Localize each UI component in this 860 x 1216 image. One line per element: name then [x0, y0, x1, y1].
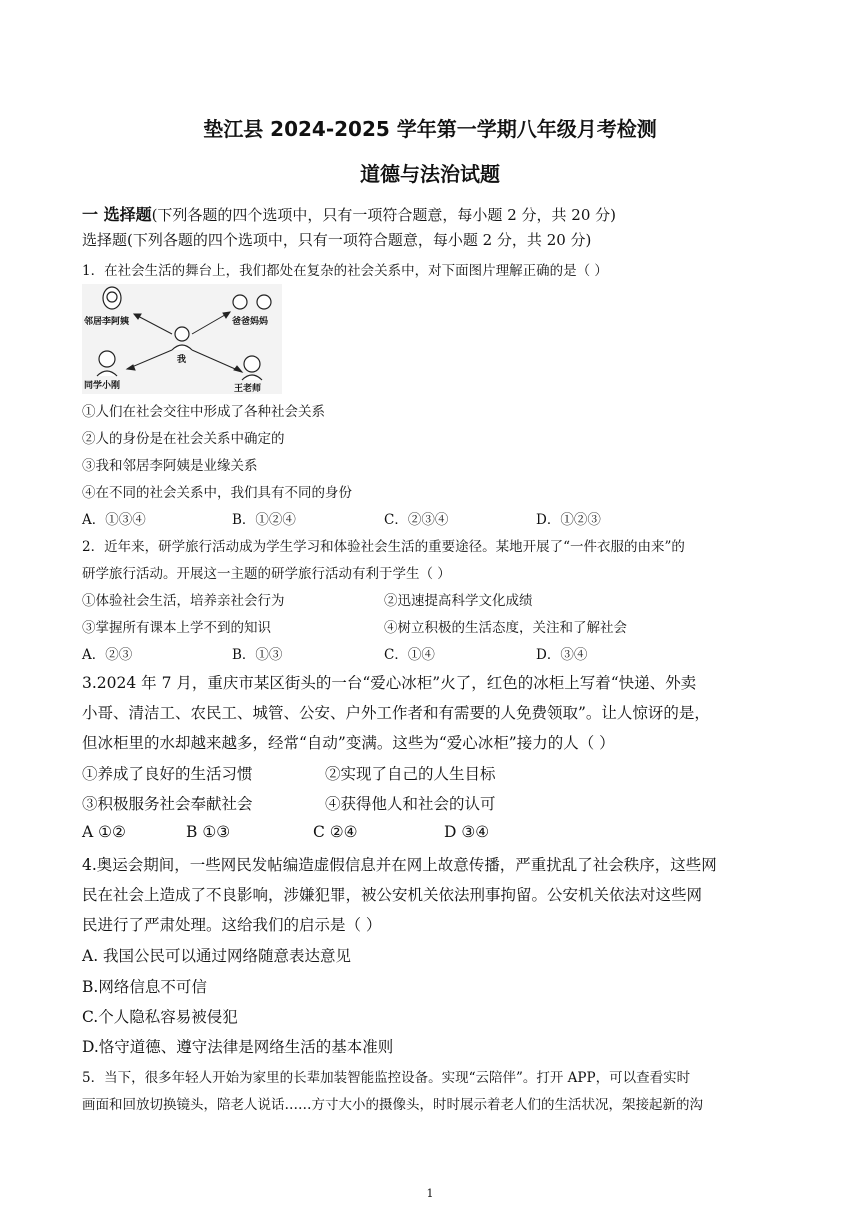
q3-option-a: A ①②: [82, 823, 126, 841]
social-relations-figure: [82, 284, 282, 394]
q4-option-b: B.网络信息不可信: [82, 978, 207, 996]
q1-option-d: D．①②③: [536, 512, 601, 528]
section-desc: (下列各题的四个选项中，只有一项符合题意，每小题 2 分，共 20 分): [151, 206, 616, 224]
q1-item: ②人的身份是在社会关系中确定的: [82, 431, 285, 447]
q2-item: ④树立积极的生活态度，关注和了解社会: [384, 620, 627, 636]
figure-label-me: 我: [177, 355, 187, 365]
q3-stem-line2: 小哥、清洁工、农民工、城管、公安、户外工作者和有需要的人免费领取”。让人惊讶的是，: [82, 704, 710, 722]
q4-option-a: A. 我国公民可以通过网络随意表达意见: [82, 947, 352, 965]
q3-option-d: D ③④: [444, 823, 490, 841]
q1-item: ④在不同的社会关系中，我们具有不同的身份: [82, 485, 352, 501]
page-number: 1: [426, 1187, 434, 1200]
figure-label-teacher: 王老师: [234, 384, 262, 394]
q2-option-a: A．②③: [82, 647, 133, 663]
q4-option-c: C.个人隐私容易被侵犯: [82, 1008, 238, 1026]
q2-item: ①体验社会生活，培养亲社会行为: [82, 593, 285, 609]
q4-stem-line2: 民在社会上造成了不良影响，涉嫌犯罪，被公安机关依法刑事拘留。公安机关依法对这些网: [82, 886, 703, 904]
figure-label-classmate: 同学小刚: [84, 381, 121, 391]
q4-stem-line1: 4.奥运会期间，一些网民发帖编造虚假信息并在网上故意传播，严重扰乱了社会秩序，这些网: [82, 856, 717, 874]
q2-stem-line2: 研学旅行活动。开展这一主题的研学旅行活动有利于学生（ ）: [82, 566, 451, 582]
q1-stem: 1．在社会生活的舞台上，我们都处在复杂的社会关系中，对下面图片理解正确的是（ ）: [82, 263, 608, 279]
q4-stem-line3: 民进行了严肃处理。这给我们的启示是（ ）: [82, 916, 382, 934]
q2-stem-line1: 2．近年来，研学旅行活动成为学生学习和体验社会生活的重要途径。某地开展了“一件衣服的由来”的: [82, 539, 685, 555]
q3-item: ④获得他人和社会的认可: [325, 795, 496, 813]
q2-option-d: D．③④: [536, 647, 588, 663]
q1-option-c: C．②③④: [384, 512, 449, 528]
q5-stem-line2: 画面和回放切换镜头，陪老人说话……方寸大小的摄像头，时时展示着老人们的生活状况，架接起新的沟: [82, 1097, 703, 1113]
figure-label-parents: 爸爸妈妈: [232, 317, 269, 327]
q5-stem-line1: 5．当下，很多年轻人开始为家里的长辈加装智能监控设备。实现“云陪伴”。打开 APP，可以查看实时: [82, 1070, 691, 1086]
q3-option-b: B ①③: [186, 823, 231, 841]
q1-option-a: A．①③④: [82, 512, 146, 528]
q2-option-c: C．①④: [384, 647, 435, 663]
q3-option-c: C ②④: [313, 823, 358, 841]
figure-label-neighbor: 邻居李阿姨: [84, 317, 130, 327]
exam-title: 垫江县 2024-2025 学年第一学期八年级月考检测: [203, 117, 657, 141]
q1-item: ①人们在社会交往中形成了各种社会关系: [82, 404, 325, 420]
q2-item: ②迅速提高科学文化成绩: [384, 593, 533, 609]
section-repeat: 选择题(下列各题的四个选项中，只有一项符合题意，每小题 2 分，共 20 分): [82, 231, 592, 249]
exam-subtitle: 道德与法治试题: [360, 162, 500, 186]
q3-item: ③积极服务社会奉献社会: [82, 795, 253, 813]
q2-item: ③掌握所有课本上学不到的知识: [82, 620, 271, 636]
q3-item: ②实现了自己的人生目标: [325, 765, 496, 783]
q3-item: ①养成了良好的生活习惯: [82, 765, 253, 783]
q3-stem-line1: 3.2024 年 7 月，重庆市某区街头的一台“爱心冰柜”火了，红色的冰柜上写着“快递、外卖: [82, 674, 697, 692]
q1-option-b: B．①②④: [232, 512, 296, 528]
section-heading: [82, 202, 616, 225]
section-mark: 一 选择题: [82, 205, 152, 224]
q1-item: ③我和邻居李阿姨是业缘关系: [82, 458, 258, 474]
q3-stem-line3: 但冰柜里的水却越来越多，经常“自动”变满。这些为“爱心冰柜”接力的人（ ）: [82, 734, 615, 752]
q2-option-b: B．①③: [232, 647, 283, 663]
q4-option-d: D.恪守道德、遵守法律是网络生活的基本准则: [82, 1038, 394, 1056]
